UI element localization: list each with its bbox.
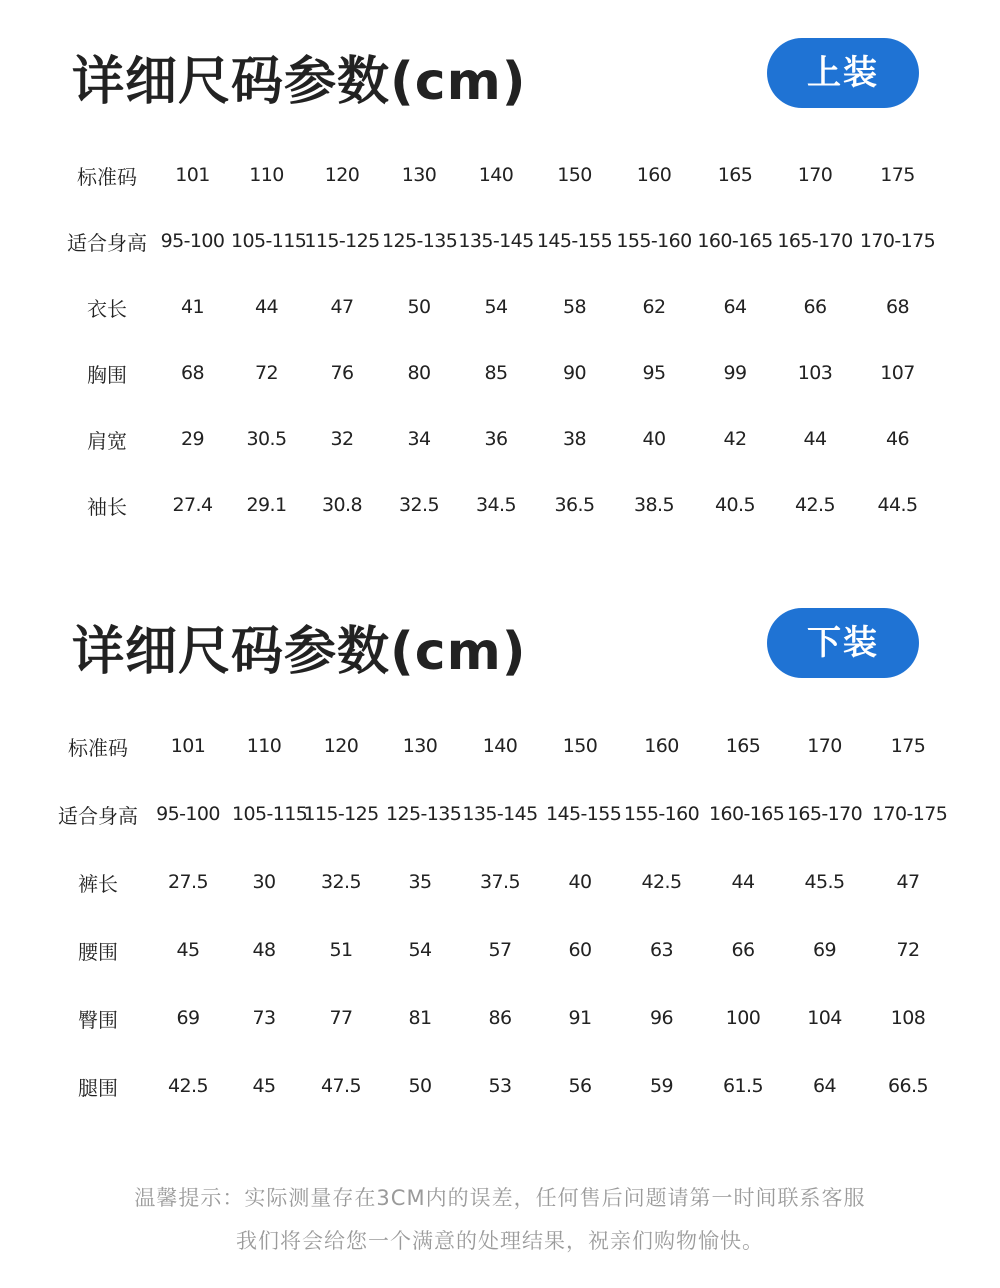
table-row — [52, 1052, 944, 1120]
table-cell: 135-145 — [462, 803, 538, 825]
row-label: 标准码 — [77, 164, 137, 189]
table-cell: 42 — [723, 428, 747, 450]
table-cell: 66 — [731, 939, 755, 961]
table-cell: 110 — [246, 735, 282, 757]
table-cell: 29.1 — [246, 494, 287, 516]
table-cell: 53 — [488, 1075, 512, 1097]
table-cell: 54 — [408, 939, 432, 961]
table-cell: 130 — [401, 164, 437, 186]
table-cell: 32.5 — [399, 494, 439, 516]
table-cell: 27.4 — [172, 494, 213, 516]
table-cell: 115-125 — [303, 803, 379, 825]
table-cell: 38.5 — [634, 494, 674, 516]
table-cell: 108 — [890, 1007, 926, 1029]
table-cell: 165 — [725, 735, 761, 757]
size-table-bottoms — [52, 712, 948, 1120]
table-cell: 41 — [181, 296, 204, 318]
table-cell: 73 — [252, 1007, 276, 1029]
row-label: 肩宽 — [87, 428, 127, 453]
table-cell: 101 — [170, 735, 206, 757]
table-row — [52, 848, 944, 916]
table-cell: 155-160 — [616, 230, 692, 252]
table-cell: 170 — [797, 164, 833, 186]
table-cell: 100 — [725, 1007, 761, 1029]
table-cell: 34.5 — [476, 494, 516, 516]
table-cell: 125-135 — [386, 803, 462, 825]
table-cell: 99 — [723, 362, 747, 384]
table-row — [52, 712, 944, 780]
table-cell: 86 — [488, 1007, 512, 1029]
table-cell: 69 — [813, 939, 836, 961]
section-title: 详细尺码参数(cm) — [72, 52, 527, 112]
table-cell: 61.5 — [723, 1075, 763, 1097]
table-cell: 42.5 — [641, 871, 682, 893]
row-label: 腰围 — [78, 939, 118, 964]
table-cell: 107 — [880, 362, 915, 384]
table-cell: 62 — [642, 296, 666, 318]
table-cell: 27.5 — [168, 871, 208, 893]
bottom-size-section — [0, 570, 1000, 1130]
table-cell: 45.5 — [804, 871, 845, 893]
table-cell: 72 — [896, 939, 920, 961]
table-cell: 36.5 — [554, 494, 595, 516]
table-cell: 38 — [563, 428, 586, 450]
table-cell: 40 — [642, 428, 666, 450]
table-cell: 90 — [563, 362, 586, 384]
table-cell: 145-155 — [546, 803, 622, 825]
table-cell: 34 — [407, 428, 431, 450]
table-cell: 36 — [484, 428, 508, 450]
table-cell: 50 — [407, 296, 431, 318]
row-label: 胸围 — [87, 362, 127, 387]
table-cell: 140 — [478, 164, 514, 186]
table-cell: 30.8 — [322, 494, 362, 516]
table-cell: 150 — [557, 164, 592, 186]
table-cell: 40 — [568, 871, 592, 893]
table-cell: 63 — [650, 939, 673, 961]
table-cell: 175 — [880, 164, 915, 186]
table-cell: 130 — [402, 735, 438, 757]
table-row — [60, 142, 940, 208]
table-row — [52, 916, 944, 984]
top-size-section — [0, 0, 1000, 560]
table-cell: 115-125 — [304, 230, 380, 252]
table-cell: 110 — [249, 164, 284, 186]
table-cell: 29 — [181, 428, 204, 450]
table-cell: 66 — [803, 296, 827, 318]
table-cell: 160 — [644, 735, 679, 757]
row-label: 腿围 — [78, 1075, 118, 1100]
table-cell: 91 — [568, 1007, 592, 1029]
size-table-tops — [60, 142, 940, 538]
table-row — [52, 984, 944, 1052]
row-label: 适合身高 — [67, 230, 147, 255]
table-row — [60, 274, 940, 340]
category-tag-tops: 上装 — [767, 38, 919, 108]
row-label: 袖长 — [87, 494, 127, 519]
table-cell: 46 — [886, 428, 909, 450]
table-cell: 170-175 — [859, 230, 936, 252]
table-cell: 96 — [650, 1007, 673, 1029]
table-cell: 45 — [252, 1075, 276, 1097]
table-cell: 42.5 — [795, 494, 835, 516]
table-cell: 170-175 — [872, 803, 948, 825]
footer-note-line-1: 温馨提示：实际测量存在3CM内的误差，任何售后问题请第一时间联系客服 — [134, 1186, 866, 1210]
row-label: 臀围 — [78, 1007, 118, 1032]
table-cell: 47.5 — [321, 1075, 361, 1097]
category-tag-bottoms: 下装 — [767, 608, 919, 678]
table-cell: 68 — [886, 296, 909, 318]
table-cell: 103 — [797, 362, 833, 384]
table-cell: 44 — [731, 871, 755, 893]
table-cell: 32.5 — [321, 871, 361, 893]
table-cell: 45 — [176, 939, 200, 961]
table-cell: 60 — [568, 939, 592, 961]
table-cell: 72 — [255, 362, 278, 384]
table-cell: 64 — [723, 296, 747, 318]
row-label: 衣长 — [87, 296, 127, 321]
table-cell: 95-100 — [156, 803, 220, 825]
table-cell: 170 — [807, 735, 842, 757]
table-cell: 160-165 — [709, 803, 785, 825]
table-cell: 155-160 — [623, 803, 700, 825]
table-cell: 81 — [408, 1007, 432, 1029]
table-cell: 56 — [568, 1075, 592, 1097]
footer-note-line-2: 我们将会给您一个满意的处理结果，祝亲们购物愉快。 — [236, 1229, 764, 1253]
table-cell: 30.5 — [246, 428, 287, 450]
table-cell: 160 — [636, 164, 672, 186]
table-cell: 135-145 — [458, 230, 534, 252]
row-label: 标准码 — [68, 735, 128, 760]
table-cell: 48 — [252, 939, 276, 961]
table-row — [60, 406, 940, 472]
table-cell: 160-165 — [697, 230, 773, 252]
table-cell: 32 — [330, 428, 354, 450]
table-cell: 47 — [896, 871, 920, 893]
table-cell: 150 — [562, 735, 598, 757]
table-cell: 140 — [482, 735, 518, 757]
table-cell: 51 — [329, 939, 353, 961]
table-row — [52, 780, 944, 848]
table-cell: 50 — [408, 1075, 432, 1097]
table-cell: 68 — [181, 362, 204, 384]
table-cell: 44 — [255, 296, 278, 318]
section-title: 详细尺码参数(cm) — [72, 622, 527, 682]
table-cell: 120 — [324, 164, 360, 186]
table-cell: 59 — [650, 1075, 673, 1097]
table-row — [60, 340, 940, 406]
table-cell: 165 — [717, 164, 753, 186]
table-cell: 58 — [563, 296, 586, 318]
table-cell: 66.5 — [888, 1075, 928, 1097]
table-row — [60, 472, 940, 538]
row-label: 适合身高 — [58, 803, 138, 828]
table-cell: 76 — [330, 362, 354, 384]
table-cell: 69 — [176, 1007, 200, 1029]
table-cell: 105-115 — [231, 230, 307, 252]
table-cell: 101 — [175, 164, 210, 186]
table-cell: 95-100 — [160, 230, 225, 252]
table-cell: 64 — [813, 1075, 836, 1097]
table-cell: 85 — [484, 362, 508, 384]
table-cell: 47 — [330, 296, 354, 318]
table-cell: 57 — [488, 939, 512, 961]
row-label: 裤长 — [78, 871, 118, 896]
table-cell: 44 — [803, 428, 827, 450]
table-cell: 165-170 — [777, 230, 853, 252]
table-cell: 95 — [642, 362, 666, 384]
table-cell: 104 — [807, 1007, 842, 1029]
table-cell: 120 — [323, 735, 359, 757]
table-cell: 80 — [407, 362, 431, 384]
table-cell: 35 — [408, 871, 432, 893]
table-cell: 42.5 — [168, 1075, 208, 1097]
table-cell: 165-170 — [786, 803, 863, 825]
table-cell: 44.5 — [877, 494, 918, 516]
table-cell: 105-115 — [232, 803, 308, 825]
table-cell: 30 — [252, 871, 276, 893]
table-cell: 77 — [329, 1007, 353, 1029]
table-cell: 125-135 — [382, 230, 458, 252]
table-cell: 37.5 — [480, 871, 520, 893]
table-cell: 40.5 — [715, 494, 755, 516]
table-cell: 145-155 — [536, 230, 613, 252]
table-cell: 175 — [890, 735, 926, 757]
table-cell: 54 — [484, 296, 508, 318]
table-row — [60, 208, 940, 274]
